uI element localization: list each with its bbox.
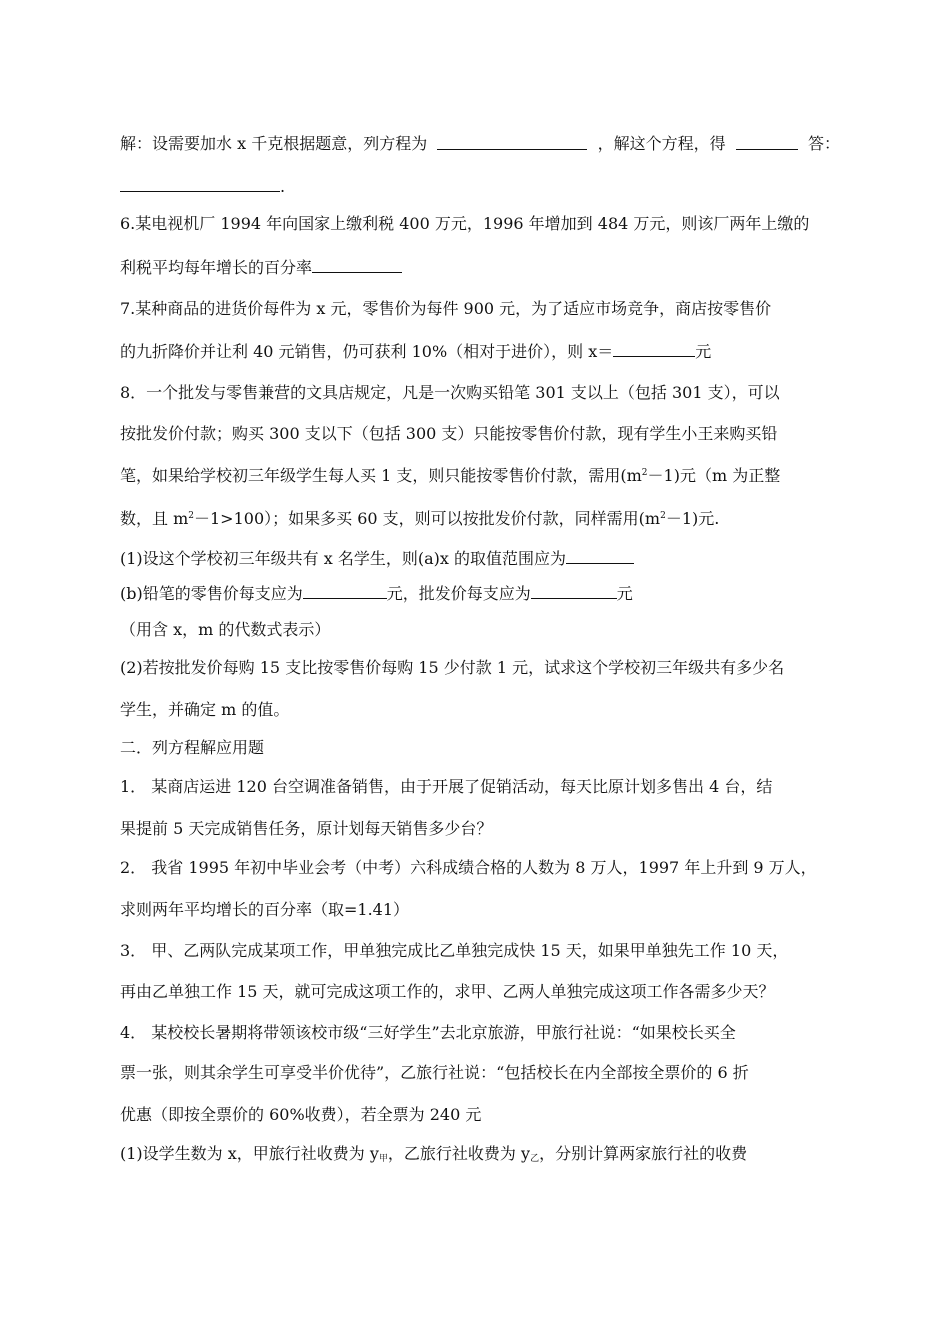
blank[interactable]: [736, 133, 798, 150]
text: (1)设这个学校初三年级共有 x 名学生，则(a)x 的取值范围应为: [120, 549, 566, 568]
text: 优惠（即按全票价的 60%收费），若全票为 240 元: [120, 1105, 482, 1124]
text: 8．一个批发与零售兼营的文具店规定，凡是一次购买铅笔 301 支以上（包括 301 支），可以: [120, 383, 780, 402]
solution-line: [120, 133, 840, 155]
text: ，乙旅行社收费为 y: [387, 1144, 531, 1163]
problem-2-line-1: [120, 857, 840, 879]
superscript: 2: [641, 468, 648, 478]
question-8-line-4: [120, 508, 840, 530]
problem-4-line-2: [120, 1062, 840, 1084]
question-8-part-1a: [120, 547, 840, 569]
text: －1)元（m 为正整: [647, 466, 781, 485]
problem-4-line-3: [120, 1104, 840, 1126]
problem-1-line-1: [120, 776, 840, 798]
text: 果提前 5 天完成销售任务，原计划每天销售多少台？: [120, 819, 493, 838]
text: 二．列方程解应用题: [120, 738, 265, 757]
subscript: 甲: [378, 1154, 388, 1164]
text: 元，批发价每支应为: [386, 584, 531, 603]
blank[interactable]: [303, 582, 387, 599]
question-8-line-3: [120, 465, 840, 487]
text: 学生，并确定 m 的值。: [120, 700, 290, 719]
question-8-part-2-line-1: [120, 657, 840, 679]
superscript: 2: [188, 511, 194, 521]
blank[interactable]: [312, 256, 402, 273]
problem-4-line-4: [120, 1143, 840, 1165]
text: 6.某电视机厂 1994 年向国家上缴利税 400 万元，1996 年增加到 484 万元，则该厂两年上缴的: [120, 214, 810, 233]
blank[interactable]: [613, 340, 695, 357]
subscript: 乙: [530, 1154, 540, 1164]
text: （用含 x，m 的代数式表示）: [120, 620, 331, 639]
text: .: [280, 177, 286, 196]
question-7-line-2: [120, 340, 840, 362]
problem-2-line-2: [120, 899, 840, 921]
text: 再由乙单独工作 15 天，就可完成这项工作的，求甲、乙两人单独完成这项工作各需多少天？: [120, 982, 775, 1001]
section-2-heading: [120, 737, 840, 759]
text: ，解这个方程，得: [597, 134, 726, 153]
question-7-line-1: [120, 298, 840, 320]
question-6-line-2: [120, 256, 840, 278]
text: 元: [695, 342, 712, 361]
problem-3-line-1: [120, 940, 840, 962]
text: 数，且 m: [120, 509, 189, 528]
text: ，分别计算两家旅行社的收费: [539, 1144, 748, 1163]
text: －1>100）；如果多买 60 支，则可以按批发价付款，同样需用(m: [194, 509, 661, 528]
text: 的九折降价并让利 40 元销售，仍可获利 10%（相对于进价），则 x＝: [120, 342, 614, 361]
question-8-part-1b: [120, 582, 840, 604]
text: 笔，如果给学校初三年级学生每人买 1 支，则只能按零售价付款，需用(m: [120, 466, 642, 485]
text: (1)设学生数为 x，甲旅行社收费为 y: [120, 1144, 379, 1163]
blank[interactable]: [437, 133, 587, 150]
blank[interactable]: [566, 547, 634, 564]
text: 元: [616, 584, 633, 603]
text: 利税平均每年增长的百分率: [120, 258, 313, 277]
text: 2． 我省 1995 年初中毕业会考（中考）六科成绩合格的人数为 8 万人，1997 年上升到 9 万人，: [120, 858, 817, 877]
question-8-part-2-line-2: [120, 699, 840, 721]
blank[interactable]: [120, 175, 280, 192]
text: 求则两年平均增长的百分率（取=1.41）: [120, 900, 410, 919]
problem-4-line-1: [120, 1022, 840, 1044]
text: 解：设需要加水 x 千克根据题意，列方程为: [120, 134, 428, 153]
text: 3． 甲、乙两队完成某项工作，甲单独完成比乙单独完成快 15 天，如果甲单独先工作 10 天，: [120, 941, 789, 960]
problem-3-line-2: [120, 981, 840, 1003]
blank[interactable]: [531, 582, 617, 599]
text: －1)元.: [665, 509, 720, 528]
text: 按批发价付款；购买 300 支以下（包括 300 支）只能按零售价付款，现有学生小王来购买铅: [120, 424, 778, 443]
answer-line: [120, 175, 840, 197]
text: 7.某种商品的进货价每件为 x 元，零售价为每件 900 元，为了适应市场竞争，商店按零售价: [120, 299, 772, 318]
text: 票一张，则其余学生可享受半价优待”，乙旅行社说：“包括校长在内全部按全票价的 6 折: [120, 1063, 749, 1082]
question-6-line-1: [120, 213, 840, 235]
text: (2)若按批发价每购 15 支比按零售价每购 15 少付款 1 元，试求这个学校初三年级共有多少名: [120, 658, 785, 677]
problem-1-line-2: [120, 818, 840, 840]
text: 答：: [807, 134, 840, 153]
text: 4． 某校校长暑期将带领该校市级“三好学生”去北京旅游，甲旅行社说：“如果校长买全: [120, 1023, 736, 1042]
question-8-note: [120, 619, 840, 641]
superscript: 2: [660, 511, 666, 521]
text: 1． 某商店运进 120 台空调准备销售，由于开展了促销活动，每天比原计划多售出 4 台，结: [120, 777, 773, 796]
question-8-line-1: [120, 382, 840, 404]
text: (b)铅笔的零售价每支应为: [120, 584, 303, 603]
question-8-line-2: [120, 423, 840, 445]
